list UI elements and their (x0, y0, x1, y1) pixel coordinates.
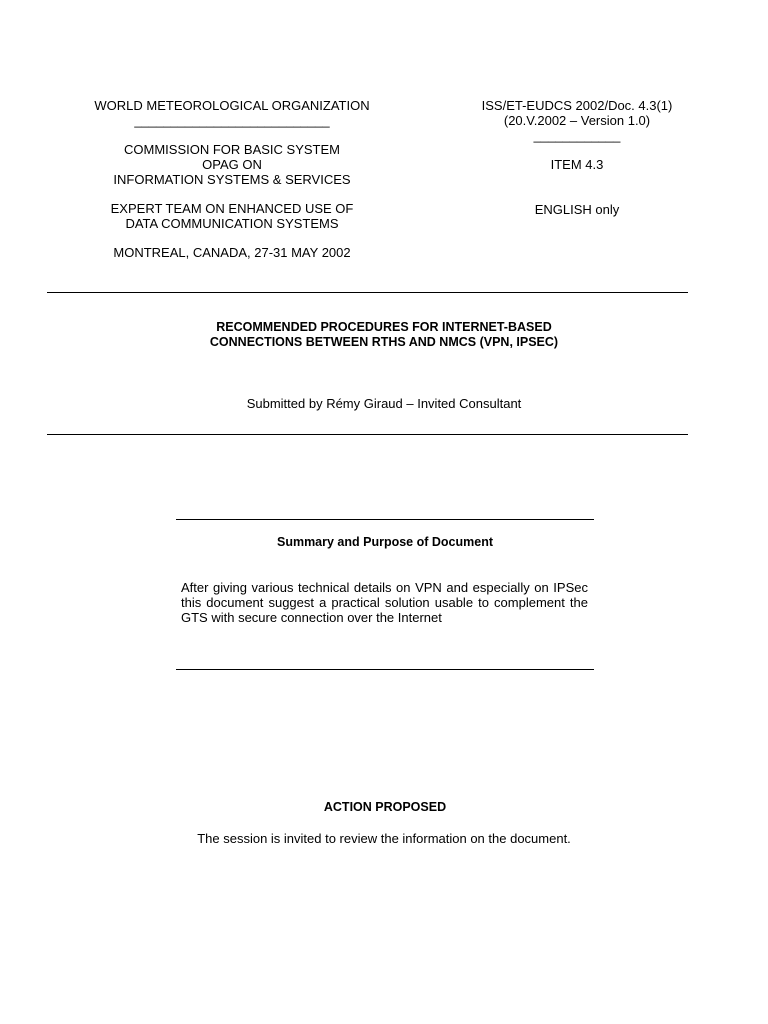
header-right (450, 98, 704, 217)
meeting-block (72, 245, 392, 260)
date-version: (20.V.2002 – Version 1.0) (503, 113, 651, 128)
summary-heading: Summary and Purpose of Document (276, 535, 493, 549)
meeting-location-date: MONTREAL, CANADA, 27-31 MAY 2002 (113, 245, 351, 260)
commission-line-1: COMMISSION FOR BASIC SYSTEM (124, 142, 340, 157)
title-line-2: CONNECTIONS BETWEEN RTHS AND NMCS (VPN, IPSEC) (209, 335, 559, 349)
document-reference: ISS/ET-EUDCS 2002/Doc. 4.3(1) (481, 98, 673, 113)
header-left (72, 98, 392, 260)
expert-team-line-1: EXPERT TEAM ON ENHANCED USE OF (110, 201, 354, 216)
expert-team-block (72, 201, 392, 231)
action-body: The session is invited to review the information on the document. (197, 831, 571, 846)
expert-team-line-2: DATA COMMUNICATION SYSTEMS (125, 216, 339, 231)
commission-line-3: INFORMATION SYSTEMS & SERVICES (113, 172, 351, 187)
action-heading: ACTION PROPOSED (323, 800, 447, 814)
document-title (100, 320, 668, 350)
language-note: ENGLISH only (534, 202, 620, 217)
middle-rule (47, 434, 688, 435)
organization-underline: ___________________________ (134, 113, 330, 128)
commission-block (72, 142, 392, 187)
top-rule (47, 292, 688, 293)
agenda-item: ITEM 4.3 (550, 157, 604, 172)
reference-underline: ____________ (533, 128, 621, 143)
summary-top-rule (176, 519, 594, 520)
language-block (450, 202, 704, 217)
commission-line-2: OPAG ON (202, 157, 262, 172)
organization-name: WORLD METEOROLOGICAL ORGANIZATION (94, 98, 370, 113)
summary-body: After giving various technical details on VPN and especially on IPSec this document suggest a practical solution usable to complement the GTS with secure connection over the Internet (181, 580, 588, 625)
summary-bottom-rule (176, 669, 594, 670)
title-line-1: RECOMMENDED PROCEDURES FOR INTERNET-BASED (216, 320, 552, 334)
submitted-by: Submitted by Rémy Giraud – Invited Consultant (246, 396, 522, 411)
item-block (450, 157, 704, 172)
